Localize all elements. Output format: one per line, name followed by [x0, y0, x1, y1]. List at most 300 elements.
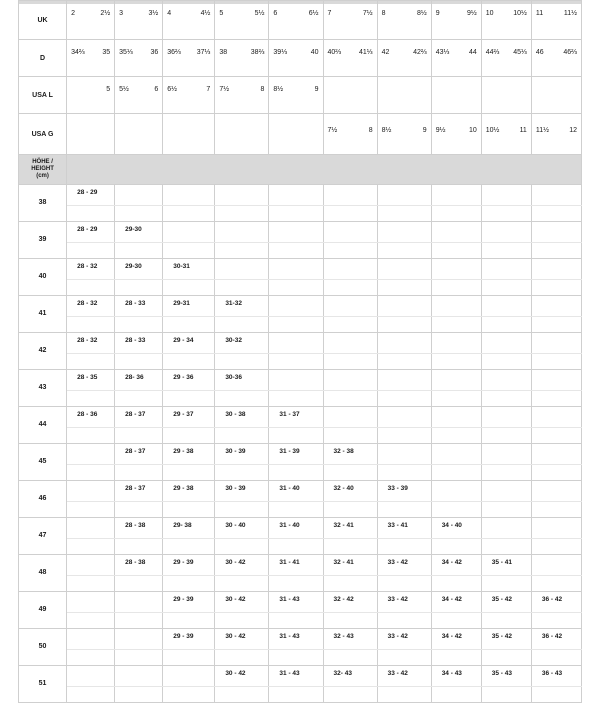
- height-size-cell-lower: [531, 354, 581, 370]
- height-size-cell: [67, 444, 115, 465]
- height-size-cell-lower: [215, 354, 269, 370]
- height-size-cell-lower: [67, 687, 115, 703]
- size-value: 8½: [416, 10, 427, 17]
- height-size-cell-lower: [323, 539, 377, 555]
- height-row-label: 40: [19, 259, 67, 296]
- height-size-cell-lower: [269, 576, 323, 592]
- size-value: 44: [468, 49, 477, 56]
- size-cell: [269, 40, 323, 77]
- size-cell: [481, 40, 531, 77]
- height-size-cell: [481, 259, 531, 280]
- height-size-cell-lower: [481, 576, 531, 592]
- height-row: [19, 629, 582, 650]
- height-size-cell: [377, 185, 431, 206]
- height-size-cell-lower: [67, 391, 115, 407]
- height-size-cell-lower: [377, 576, 431, 592]
- height-size-cell-lower: [269, 280, 323, 296]
- height-size-cell: 33 - 42: [377, 666, 431, 687]
- height-size-cell-lower: [163, 391, 215, 407]
- size-value: 42: [381, 49, 390, 56]
- height-size-cell: 29-30: [115, 222, 163, 243]
- height-size-cell-lower: [67, 539, 115, 555]
- height-size-cell-lower: [481, 280, 531, 296]
- size-value: 8: [381, 10, 386, 17]
- height-size-cell-lower: [431, 391, 481, 407]
- size-cell: [269, 77, 323, 114]
- height-size-cell: [215, 222, 269, 243]
- height-size-cell: [481, 444, 531, 465]
- height-size-cell: [531, 185, 581, 206]
- height-size-cell: [481, 333, 531, 354]
- height-size-cell-lower: [215, 613, 269, 629]
- size-value: 12: [569, 127, 577, 134]
- height-row-lower: [19, 539, 582, 555]
- size-value: 38: [219, 49, 228, 56]
- height-size-cell: 31 - 40: [269, 481, 323, 502]
- size-value: 9: [422, 127, 427, 134]
- height-size-cell-lower: [481, 502, 531, 518]
- height-size-cell: [481, 518, 531, 539]
- height-size-cell: 29 - 39: [163, 555, 215, 576]
- height-row-label: 42: [19, 333, 67, 370]
- height-row: [19, 444, 582, 465]
- size-value: 11½: [563, 10, 577, 17]
- height-size-cell: 35 - 42: [481, 592, 531, 613]
- height-size-cell-lower: [531, 687, 581, 703]
- height-size-cell-lower: [323, 206, 377, 222]
- height-size-cell-lower: [215, 576, 269, 592]
- height-row: [19, 666, 582, 687]
- height-size-cell: [377, 333, 431, 354]
- height-size-cell-lower: [215, 687, 269, 703]
- height-row-label: 38: [19, 185, 67, 222]
- height-size-cell-lower: [163, 428, 215, 444]
- height-row-label: 39: [19, 222, 67, 259]
- height-size-cell-lower: [481, 317, 531, 333]
- height-size-cell: [531, 259, 581, 280]
- height-size-cell-lower: [323, 243, 377, 259]
- height-row-lower: [19, 613, 582, 629]
- height-size-cell: 29- 38: [163, 518, 215, 539]
- size-value: 10: [485, 10, 494, 17]
- height-size-cell-lower: [215, 465, 269, 481]
- size-value: 35: [102, 49, 111, 56]
- size-cell: [115, 1, 163, 40]
- height-size-cell: [481, 370, 531, 391]
- size-cell: [115, 114, 163, 155]
- height-size-cell: [481, 481, 531, 502]
- height-row: [19, 222, 582, 243]
- height-size-cell: [323, 296, 377, 317]
- size-value: 46: [535, 49, 544, 56]
- height-row-lower: [19, 280, 582, 296]
- size-row-label: D: [19, 40, 67, 77]
- height-size-cell: [431, 481, 481, 502]
- height-size-cell-lower: [377, 391, 431, 407]
- height-size-cell: [431, 370, 481, 391]
- height-size-cell: [481, 407, 531, 428]
- height-size-cell: 30-31: [163, 259, 215, 280]
- height-size-cell-lower: [115, 687, 163, 703]
- height-size-cell: 28 - 37: [115, 407, 163, 428]
- height-size-cell: 29 - 39: [163, 629, 215, 650]
- height-size-cell: 30 - 42: [215, 666, 269, 687]
- height-size-cell-lower: [67, 354, 115, 370]
- height-size-cell: 29 - 37: [163, 407, 215, 428]
- height-size-cell-lower: [67, 650, 115, 666]
- size-row-label: USA G: [19, 114, 67, 155]
- height-size-cell-lower: [115, 354, 163, 370]
- height-size-cell-lower: [163, 576, 215, 592]
- height-size-cell-lower: [377, 465, 431, 481]
- height-size-cell-lower: [481, 206, 531, 222]
- height-size-cell: [163, 222, 215, 243]
- height-size-cell: 31 - 40: [269, 518, 323, 539]
- height-size-cell: 31-32: [215, 296, 269, 317]
- height-size-cell: 31 - 43: [269, 629, 323, 650]
- size-value: 11½: [535, 127, 549, 134]
- height-size-cell: 36 - 42: [531, 592, 581, 613]
- height-size-cell: [431, 185, 481, 206]
- height-size-cell-lower: [431, 243, 481, 259]
- height-row-label: 51: [19, 666, 67, 703]
- height-size-cell-lower: [115, 317, 163, 333]
- height-size-cell: [531, 370, 581, 391]
- size-value: 7½: [219, 86, 230, 93]
- height-header-text: HÖHE /: [32, 159, 53, 165]
- height-size-cell: 34 - 42: [431, 592, 481, 613]
- height-size-cell: [115, 185, 163, 206]
- size-cell: [67, 1, 115, 40]
- size-row-label: USA L: [19, 77, 67, 114]
- height-size-cell: 34 - 43: [431, 666, 481, 687]
- size-cell: [431, 1, 481, 40]
- height-size-cell-lower: [481, 539, 531, 555]
- height-size-cell: [481, 222, 531, 243]
- size-cell: [431, 40, 481, 77]
- height-size-cell-lower: [323, 280, 377, 296]
- height-size-cell-lower: [215, 502, 269, 518]
- size-value: 40⅔: [327, 49, 342, 56]
- height-size-cell-lower: [531, 650, 581, 666]
- size-cell: [115, 40, 163, 77]
- height-size-cell: 29 - 39: [163, 592, 215, 613]
- height-size-cell-lower: [431, 539, 481, 555]
- height-size-cell: [67, 629, 115, 650]
- height-size-cell: 28 - 38: [115, 555, 163, 576]
- height-size-cell: [431, 444, 481, 465]
- height-row: [19, 185, 582, 206]
- height-size-cell-lower: [269, 465, 323, 481]
- height-size-cell-lower: [269, 650, 323, 666]
- size-value: 7½: [327, 127, 338, 134]
- size-value: 10: [468, 127, 477, 134]
- height-row-label: 41: [19, 296, 67, 333]
- height-size-cell: 29 - 36: [163, 370, 215, 391]
- height-size-cell: [531, 481, 581, 502]
- height-size-cell: [269, 296, 323, 317]
- height-size-cell: 30 - 39: [215, 481, 269, 502]
- height-size-cell: 29 - 38: [163, 444, 215, 465]
- height-size-cell-lower: [67, 465, 115, 481]
- height-size-cell: 29 - 34: [163, 333, 215, 354]
- size-value: 5½: [254, 10, 265, 17]
- size-value: 36⅔: [167, 49, 181, 56]
- size-value: 35⅓: [119, 49, 133, 56]
- height-size-cell-lower: [115, 613, 163, 629]
- height-row-lower: [19, 576, 582, 592]
- height-size-cell: [531, 333, 581, 354]
- size-cell: [269, 114, 323, 155]
- size-row-usal: [19, 77, 582, 114]
- height-header-text: HEIGHT: [31, 166, 54, 172]
- height-size-cell-lower: [431, 280, 481, 296]
- height-size-cell-lower: [67, 502, 115, 518]
- size-cell: [481, 77, 531, 114]
- size-value: 38⅔: [250, 49, 265, 56]
- size-value: 8: [368, 127, 373, 134]
- height-size-cell-lower: [163, 613, 215, 629]
- size-cell: [163, 77, 215, 114]
- height-row: [19, 407, 582, 428]
- height-size-cell: 36 - 43: [531, 666, 581, 687]
- height-size-cell-lower: [531, 613, 581, 629]
- height-size-cell: [323, 222, 377, 243]
- height-size-cell-lower: [323, 613, 377, 629]
- height-size-cell-lower: [431, 687, 481, 703]
- height-size-cell-lower: [531, 502, 581, 518]
- height-size-cell: 28 - 37: [115, 444, 163, 465]
- height-row-lower: [19, 206, 582, 222]
- height-size-cell: 32 - 41: [323, 518, 377, 539]
- height-size-cell: [269, 259, 323, 280]
- height-size-cell-lower: [163, 650, 215, 666]
- height-size-cell: [323, 333, 377, 354]
- height-row-lower: [19, 650, 582, 666]
- height-size-cell-lower: [163, 206, 215, 222]
- size-cell: [531, 77, 581, 114]
- height-size-cell-lower: [67, 317, 115, 333]
- size-cell: [163, 1, 215, 40]
- height-size-cell-lower: [269, 539, 323, 555]
- height-size-cell: [377, 370, 431, 391]
- size-value: 3½: [148, 10, 159, 17]
- height-size-cell: [531, 518, 581, 539]
- height-size-cell: 28 - 36: [67, 407, 115, 428]
- height-size-cell-lower: [163, 465, 215, 481]
- height-row: [19, 518, 582, 539]
- height-size-cell: 35 - 41: [481, 555, 531, 576]
- height-size-cell: 28- 36: [115, 370, 163, 391]
- height-size-cell: [377, 407, 431, 428]
- height-size-cell-lower: [431, 502, 481, 518]
- height-size-cell-lower: [481, 243, 531, 259]
- height-size-cell-lower: [431, 428, 481, 444]
- size-value: 6: [273, 10, 278, 17]
- height-size-cell: [115, 666, 163, 687]
- height-size-cell-lower: [323, 687, 377, 703]
- height-size-cell: [531, 222, 581, 243]
- height-size-cell-lower: [67, 243, 115, 259]
- size-cell: [215, 77, 269, 114]
- height-size-cell-lower: [67, 576, 115, 592]
- height-size-cell: 32 - 43: [323, 629, 377, 650]
- height-row-label: 47: [19, 518, 67, 555]
- height-size-cell-lower: [115, 206, 163, 222]
- height-size-cell-lower: [377, 613, 431, 629]
- size-value: 4½: [200, 10, 211, 17]
- height-size-cell-lower: [323, 576, 377, 592]
- size-value: 2½: [100, 10, 111, 17]
- size-cell: [323, 114, 377, 155]
- height-size-cell-lower: [269, 428, 323, 444]
- height-header-band: [67, 155, 582, 185]
- size-value: 11: [519, 127, 527, 134]
- height-size-cell: [215, 185, 269, 206]
- size-value: 45⅓: [513, 49, 527, 56]
- height-size-cell-lower: [115, 391, 163, 407]
- height-size-cell: [323, 407, 377, 428]
- height-size-cell: [323, 185, 377, 206]
- height-size-cell-lower: [163, 354, 215, 370]
- height-size-cell-lower: [163, 243, 215, 259]
- height-size-cell: 36 - 42: [531, 629, 581, 650]
- height-size-cell: [377, 259, 431, 280]
- height-size-cell: 28 - 33: [115, 333, 163, 354]
- height-size-cell: 30 - 42: [215, 629, 269, 650]
- height-size-cell: 31 - 39: [269, 444, 323, 465]
- height-row-label: 45: [19, 444, 67, 481]
- height-size-cell-lower: [531, 317, 581, 333]
- height-size-cell: [67, 518, 115, 539]
- height-size-cell: 30-32: [215, 333, 269, 354]
- height-size-cell: 28 - 32: [67, 333, 115, 354]
- height-size-cell-lower: [163, 502, 215, 518]
- height-size-cell-lower: [431, 206, 481, 222]
- height-size-cell-lower: [481, 687, 531, 703]
- height-size-cell: [531, 296, 581, 317]
- height-size-cell-lower: [377, 539, 431, 555]
- size-cell: [115, 77, 163, 114]
- height-size-cell-lower: [431, 650, 481, 666]
- height-size-cell: [481, 296, 531, 317]
- size-cell: [215, 40, 269, 77]
- height-size-cell-lower: [67, 280, 115, 296]
- height-size-cell-lower: [115, 428, 163, 444]
- height-size-cell: [531, 555, 581, 576]
- height-size-cell-lower: [481, 391, 531, 407]
- size-row-d: [19, 40, 582, 77]
- height-size-cell-lower: [531, 428, 581, 444]
- height-size-cell: [431, 259, 481, 280]
- height-size-cell: 32- 43: [323, 666, 377, 687]
- height-size-cell-lower: [323, 391, 377, 407]
- size-value: 8: [260, 86, 265, 93]
- height-size-cell-lower: [269, 354, 323, 370]
- height-row-lower: [19, 687, 582, 703]
- height-size-cell-lower: [215, 428, 269, 444]
- height-row-label: 50: [19, 629, 67, 666]
- size-cell: [481, 1, 531, 40]
- height-size-cell-lower: [377, 354, 431, 370]
- height-header-label: [19, 155, 67, 185]
- height-size-cell-lower: [115, 576, 163, 592]
- height-size-cell: 34 - 42: [431, 555, 481, 576]
- height-size-cell: 31 - 41: [269, 555, 323, 576]
- height-size-cell: 35 - 42: [481, 629, 531, 650]
- size-value: 6: [154, 86, 159, 93]
- height-row-label: 44: [19, 407, 67, 444]
- size-cell: [531, 40, 581, 77]
- height-size-cell-lower: [431, 317, 481, 333]
- height-size-cell-lower: [115, 243, 163, 259]
- size-value: 5: [219, 10, 224, 17]
- height-size-cell-lower: [115, 465, 163, 481]
- height-size-cell: 29-31: [163, 296, 215, 317]
- height-size-cell-lower: [431, 613, 481, 629]
- height-size-cell-lower: [431, 576, 481, 592]
- height-size-cell: [531, 444, 581, 465]
- size-cell: [215, 1, 269, 40]
- height-size-cell: [431, 222, 481, 243]
- height-size-cell-lower: [269, 243, 323, 259]
- size-value: 10½: [485, 127, 500, 134]
- height-row-lower: [19, 428, 582, 444]
- height-size-cell: 34 - 40: [431, 518, 481, 539]
- height-size-cell: 28 - 35: [67, 370, 115, 391]
- height-size-cell: 28 - 29: [67, 222, 115, 243]
- height-size-cell: [67, 481, 115, 502]
- height-size-cell-lower: [531, 539, 581, 555]
- size-cell: [481, 114, 531, 155]
- height-row: [19, 555, 582, 576]
- height-size-cell: 34 - 42: [431, 629, 481, 650]
- size-value: 37⅓: [196, 49, 211, 56]
- height-size-cell-lower: [377, 428, 431, 444]
- size-row-label: UK: [19, 1, 67, 40]
- height-size-cell: [215, 259, 269, 280]
- height-size-cell: 30 - 40: [215, 518, 269, 539]
- size-value: 9: [435, 10, 440, 17]
- height-size-cell-lower: [269, 391, 323, 407]
- height-size-cell-lower: [531, 206, 581, 222]
- size-value: 9½: [435, 127, 446, 134]
- height-size-cell-lower: [481, 354, 531, 370]
- height-size-cell-lower: [269, 687, 323, 703]
- size-value: 42⅔: [413, 49, 427, 56]
- size-row-usag: [19, 114, 582, 155]
- height-size-cell: [323, 370, 377, 391]
- height-size-cell: [115, 592, 163, 613]
- height-size-cell: [115, 629, 163, 650]
- height-row-label: 48: [19, 555, 67, 592]
- size-value: 5½: [119, 86, 129, 93]
- size-value: 34⅔: [71, 49, 85, 56]
- height-size-cell-lower: [67, 428, 115, 444]
- height-row: [19, 259, 582, 280]
- size-cell: [377, 114, 431, 155]
- size-cell: [67, 77, 115, 114]
- height-row-label: 49: [19, 592, 67, 629]
- height-size-cell: 28 - 32: [67, 296, 115, 317]
- height-size-cell: 30 - 42: [215, 592, 269, 613]
- height-row: [19, 370, 582, 391]
- height-size-cell-lower: [377, 687, 431, 703]
- height-size-cell: 31 - 43: [269, 592, 323, 613]
- size-cell: [323, 1, 377, 40]
- size-value: 7½: [362, 10, 373, 17]
- size-cell: [531, 114, 581, 155]
